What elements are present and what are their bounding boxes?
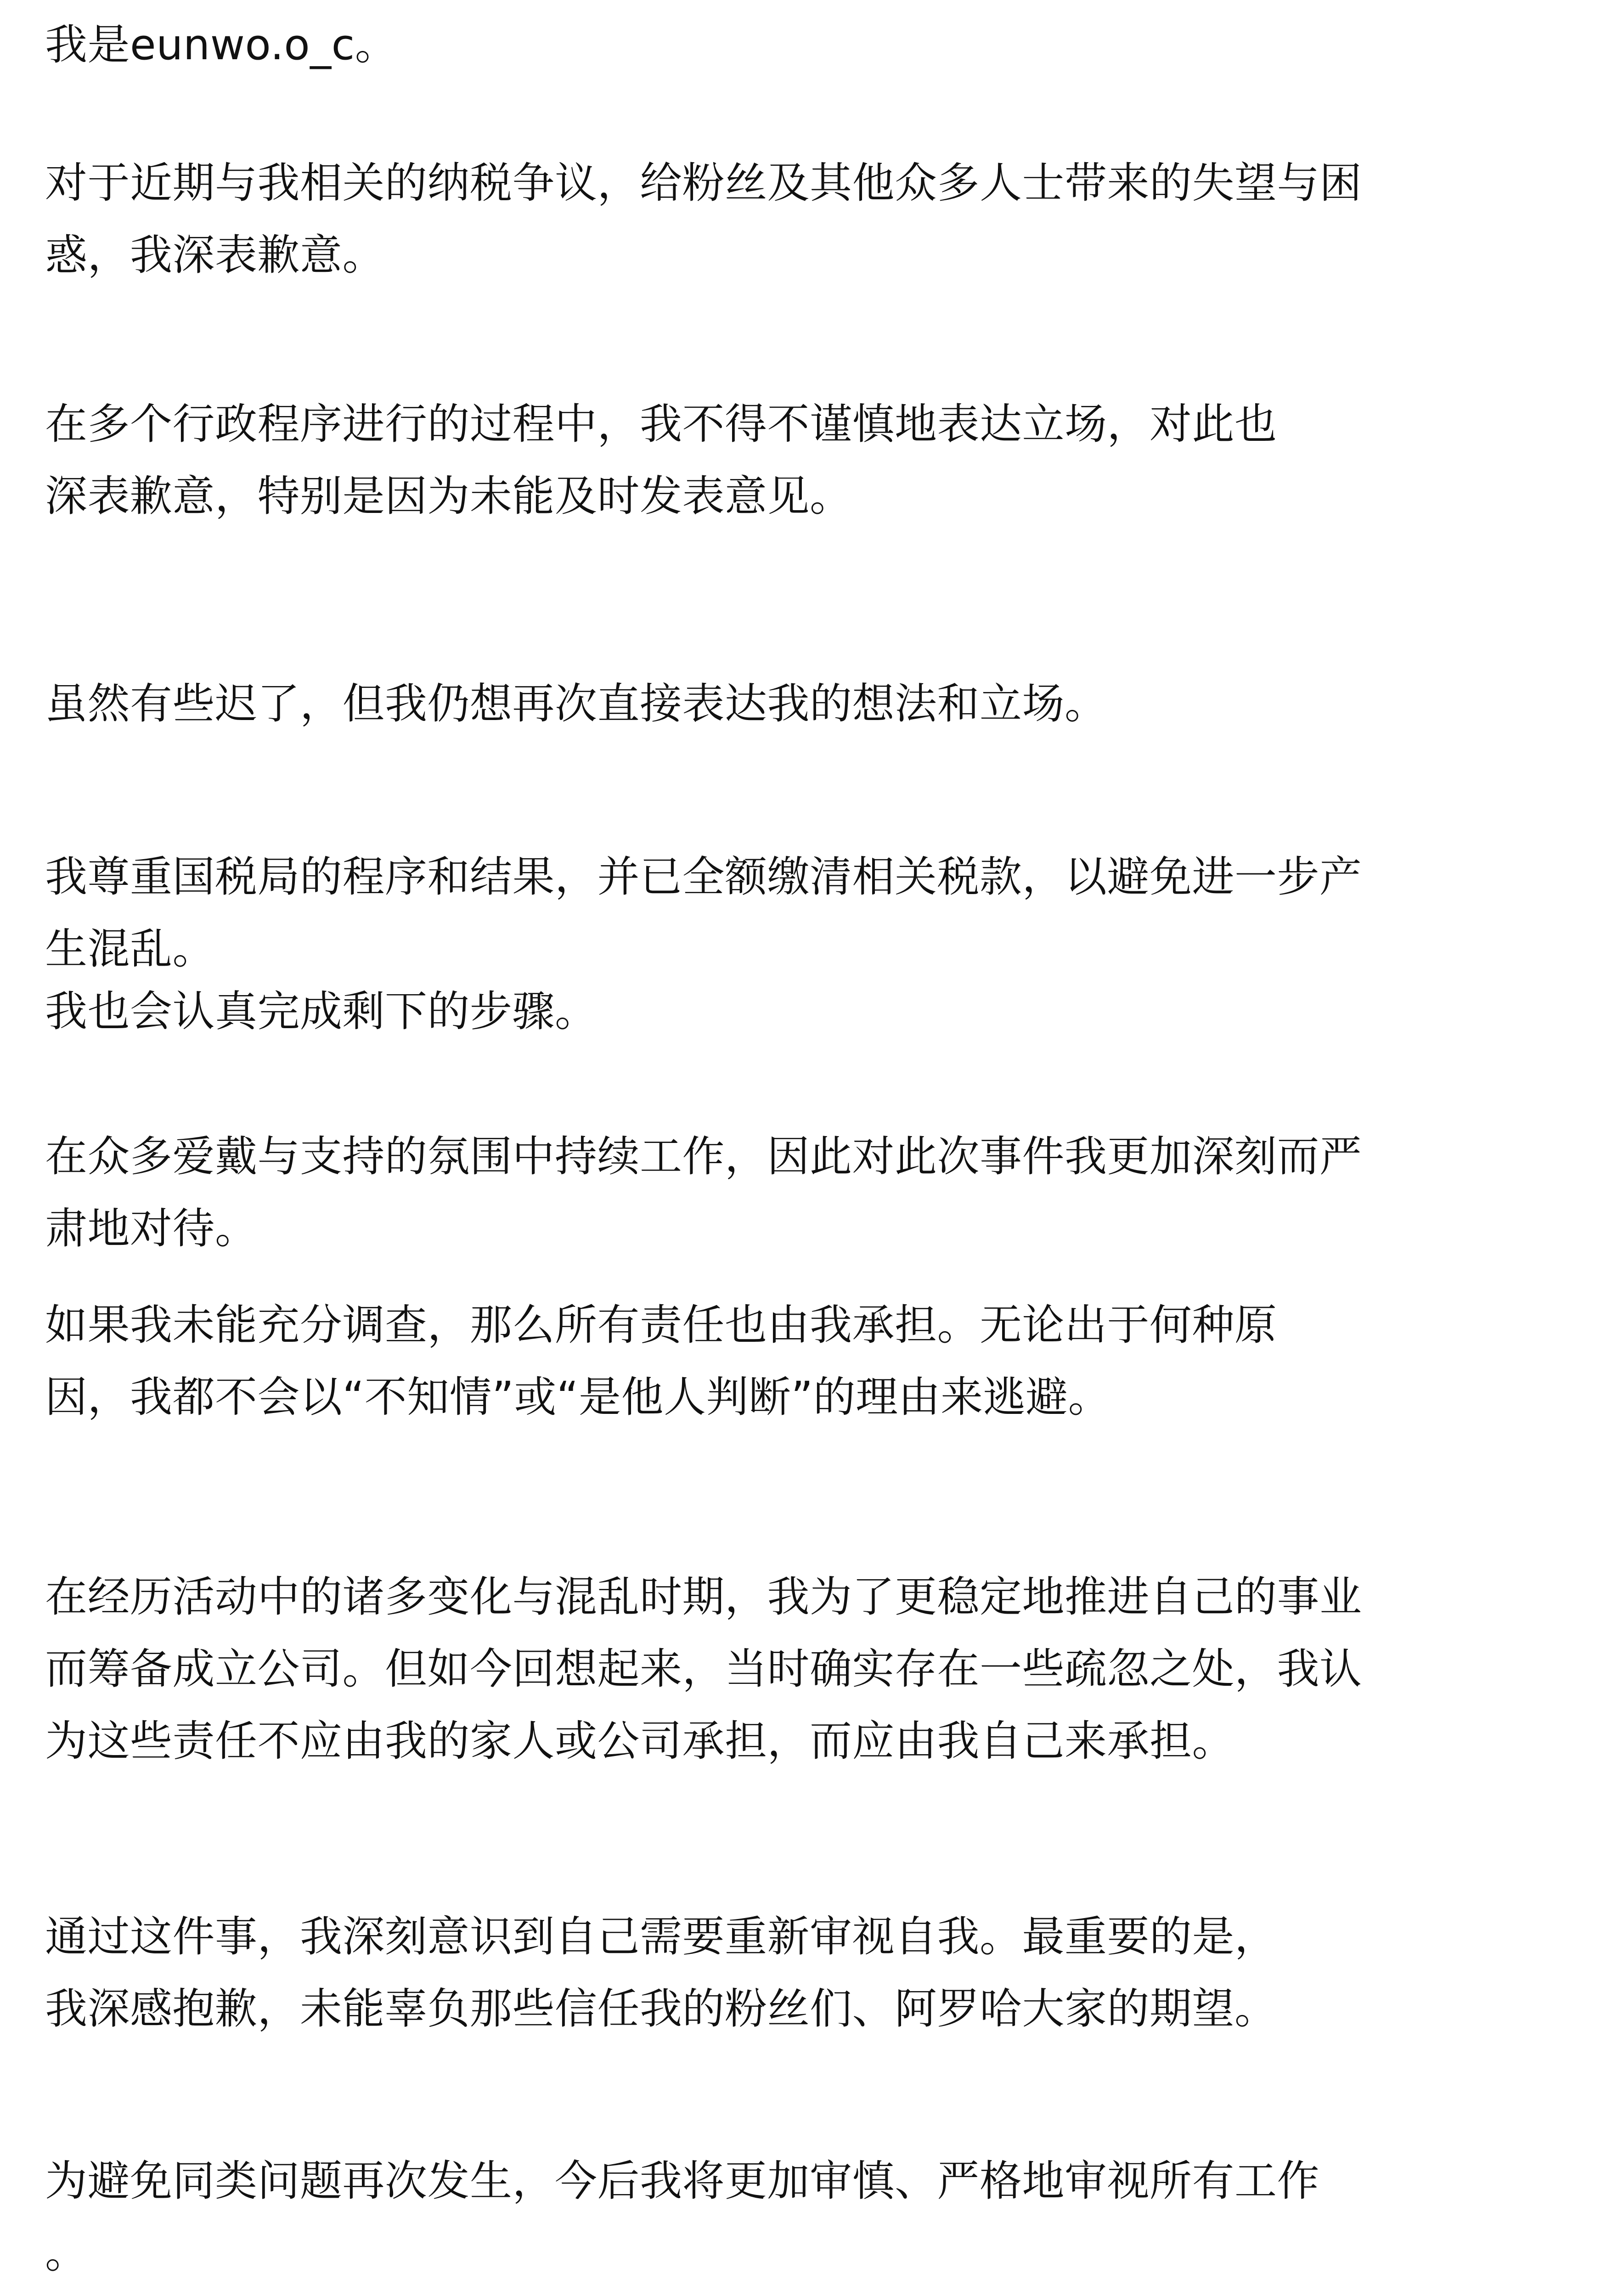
- paragraph-line: 。: [45, 2228, 88, 2278]
- paragraph-line: 我尊重国税局的程序和结果，并已全额缴清相关税款，以避免进一步产: [45, 852, 1362, 901]
- paragraph-line: 生混乱。: [45, 924, 215, 974]
- paragraph-line: 我也会认真完成剩下的步骤。: [45, 987, 597, 1036]
- paragraph-line: 而筹备成立公司。但如今回想起来，当时确实存在一些疏忽之处，我认: [45, 1644, 1362, 1694]
- paragraph-tax-paid: [45, 841, 1570, 1047]
- paragraph-line: 惑，我深表歉意。: [45, 231, 385, 280]
- paragraph-line: 深表歉意，特别是因为未能及时发表意见。: [45, 472, 852, 521]
- paragraph-line: 如果我未能充分调查，那么所有责任也由我承担。无论出于何种原: [45, 1300, 1277, 1350]
- paragraph-line: 通过这件事，我深刻意识到自己需要重新审视自我。最重要的是，: [45, 1912, 1277, 1961]
- paragraph-responsibility: [45, 1289, 1570, 1433]
- paragraph-prevention: [45, 2145, 1570, 2289]
- paragraph-line: 我深感抱歉，未能辜负那些信任我的粉丝们、阿罗哈大家的期望。: [45, 1984, 1277, 2033]
- paragraph-line: 对于近期与我相关的纳税争议，给粉丝及其他众多人士带来的失望与困: [45, 158, 1362, 208]
- paragraph-serious-attitude: [45, 1120, 1570, 1265]
- paragraph-line: 为避免同类问题再次发生，今后我将更加审慎、严格地审视所有工作: [45, 2156, 1320, 2206]
- paragraph-intro: [45, 9, 1570, 81]
- paragraph-line: 肃地对待。: [45, 1204, 258, 1253]
- paragraph-company-founding: [45, 1561, 1570, 1777]
- paragraph-self-reflection: [45, 1901, 1570, 2045]
- paragraph-line: 虽然有些迟了，但我仍想再次直接表达我的想法和立场。: [45, 679, 1107, 728]
- paragraph-line: 在多个行政程序进行的过程中，我不得不谨慎地表达立场，对此也: [45, 400, 1277, 449]
- paragraph-line: 我是eunwo.o_c。: [45, 20, 398, 69]
- paragraph-line: 在经历活动中的诸多变化与混乱时期，我为了更稳定地推进自己的事业: [45, 1572, 1362, 1621]
- paragraph-line: 在众多爱戴与支持的氛围中持续工作，因此对此次事件我更加深刻而严: [45, 1132, 1362, 1181]
- paragraph-administrative-process: [45, 388, 1570, 532]
- paragraph-apology-dispute: [45, 147, 1570, 291]
- paragraph-line: 为这些责任不应由我的家人或公司承担，而应由我自己来承担。: [45, 1716, 1235, 1766]
- paragraph-late-statement: [45, 668, 1570, 740]
- paragraph-line: 因，我都不会以“不知情”或“是他人判断”的理由来逃避。: [45, 1373, 1111, 1422]
